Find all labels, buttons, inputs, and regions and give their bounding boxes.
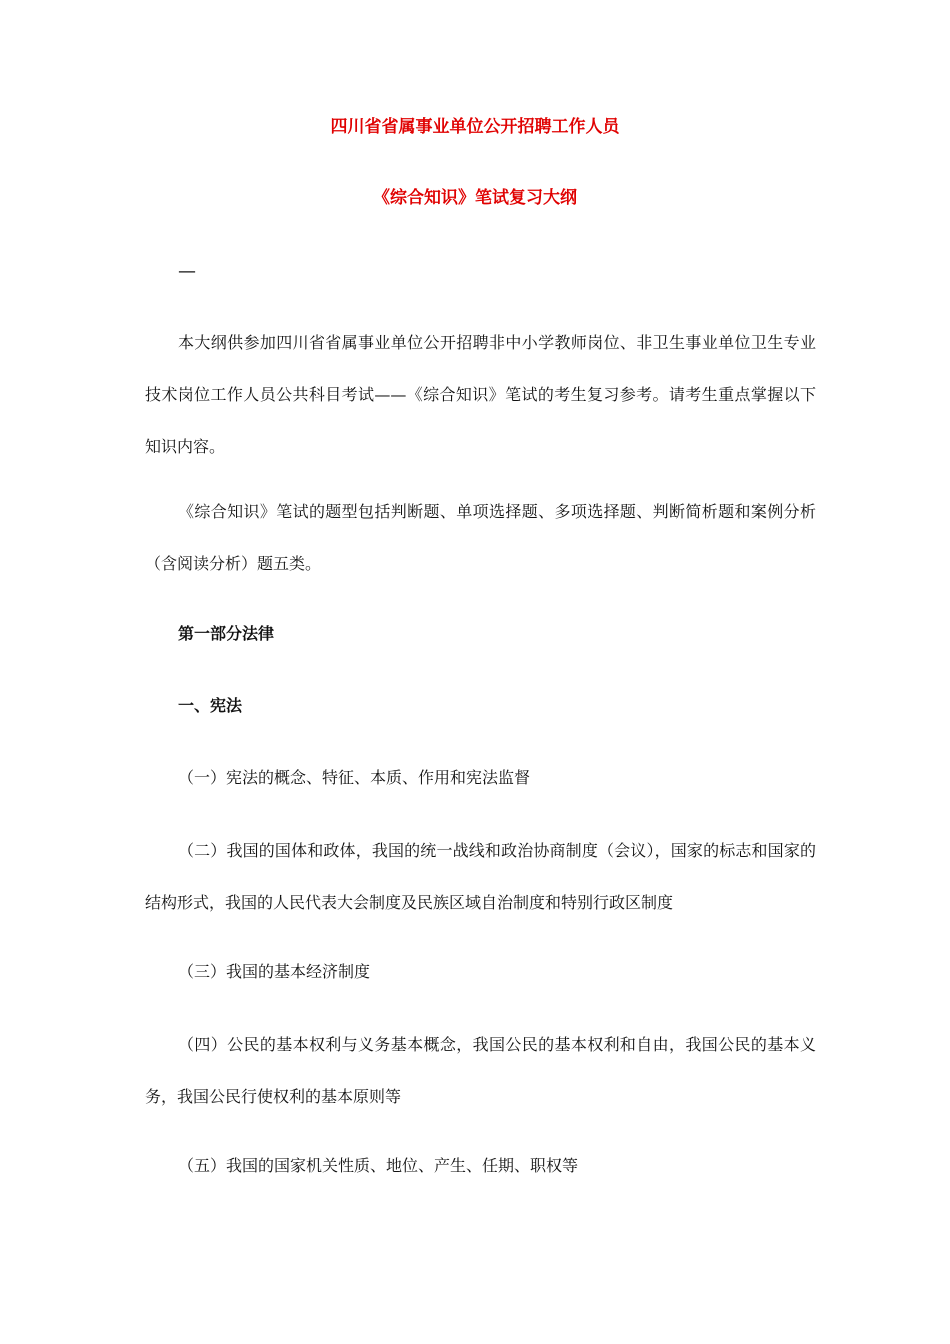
outline-item-1: （一）宪法的概念、特征、本质、作用和宪法监督 — [178, 768, 531, 787]
section-heading: 一、宪法 — [178, 696, 243, 715]
question-types-paragraph: 《综合知识》笔试的题型包括判断题、单项选择题、多项选择题、判断简析题和案例分析（含阅读分析）题五类。 — [145, 502, 816, 573]
dash-separator: — — [178, 261, 196, 282]
doc-title-line1: 四川省省属事业单位公开招聘工作人员 — [330, 117, 620, 137]
outline-item-5: （五）我国的国家机关性质、地位、产生、任期、职权等 — [178, 1156, 579, 1175]
intro-paragraph: 本大纲供参加四川省省属事业单位公开招聘非中小学教师岗位、非卫生事业单位卫生专业技术岗位工作人员公共科目考试——《综合知识》笔试的考生复习参考。请考生重点掌握以下知识内容。 — [145, 333, 816, 456]
outline-item-2: （二）我国的国体和政体，我国的统一战线和政治协商制度（会议），国家的标志和国家的结构形式，我国的人民代表大会制度及民族区域自治制度和特别行政区制度 — [145, 841, 816, 912]
outline-item-4: （四）公民的基本权利与义务基本概念，我国公民的基本权利和自由，我国公民的基本义务，我国公民行使权利的基本原则等 — [145, 1035, 816, 1106]
part-heading: 第一部分法律 — [178, 624, 275, 643]
doc-title-line2: 《综合知识》笔试复习大纲 — [373, 188, 577, 208]
outline-item-3: （三）我国的基本经济制度 — [178, 962, 371, 981]
